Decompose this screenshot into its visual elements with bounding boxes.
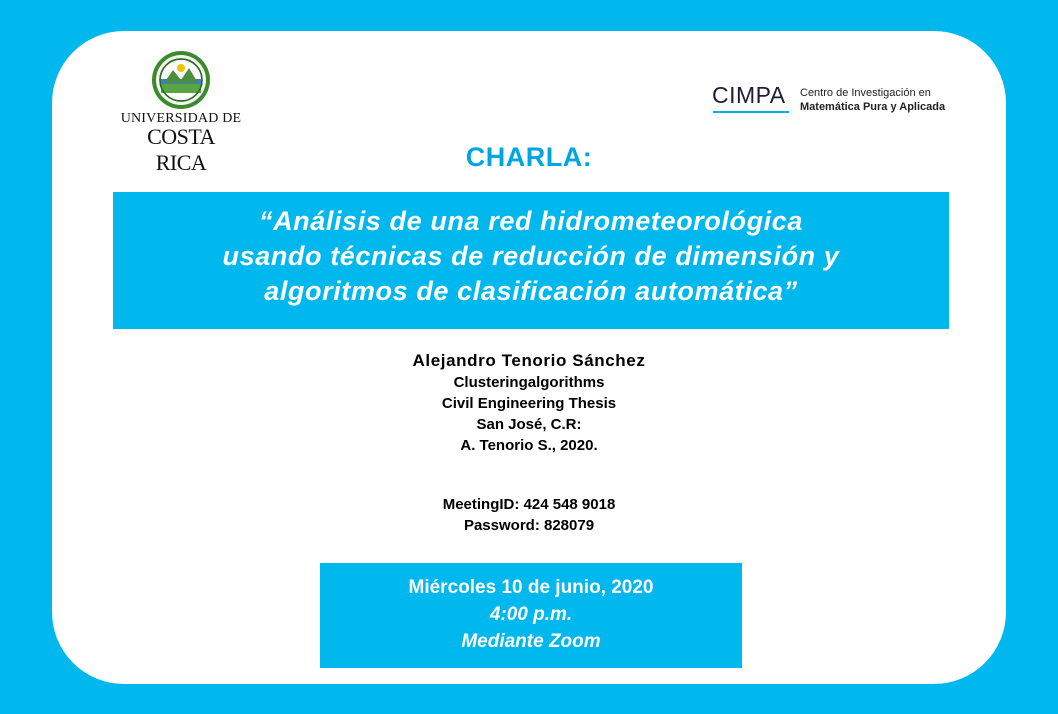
ucr-name-line1: UNIVERSIDAD DE bbox=[120, 111, 242, 126]
talk-title-line: “Análisis de una red hidrometeorológica bbox=[258, 206, 803, 236]
speaker-detail: Civil Engineering Thesis bbox=[441, 395, 617, 412]
talk-title-line: usando técnicas de reducción de dimensión y bbox=[222, 241, 840, 271]
cimpa-logo bbox=[712, 80, 962, 120]
talk-title-box bbox=[113, 192, 949, 329]
event-platform: Mediante Zoom bbox=[461, 631, 601, 652]
event-date: Miércoles 10 de junio, 2020 bbox=[408, 577, 654, 598]
speaker-detail: A. Tenorio S., 2020. bbox=[460, 437, 598, 454]
cimpa-underline bbox=[713, 111, 789, 113]
ucr-logo bbox=[120, 50, 242, 175]
event-time: 4:00 p.m. bbox=[489, 604, 573, 625]
ucr-name-line2: COSTA RICA bbox=[147, 124, 215, 175]
meeting-id: MeetingID: 424 548 9018 bbox=[442, 496, 616, 513]
cimpa-subtitle-line2: Matemática Pura y Aplicada bbox=[800, 101, 946, 113]
cimpa-subtitle-line1: Centro de Investigación en bbox=[800, 87, 931, 99]
speaker-detail: Clusteringalgorithms bbox=[453, 374, 605, 391]
heading: CHARLA: bbox=[465, 142, 593, 172]
speaker-detail: San José, C.R: bbox=[476, 416, 582, 433]
ucr-seal-icon bbox=[151, 50, 211, 110]
cimpa-name: CIMPA bbox=[712, 82, 786, 108]
meeting-password: Password: 828079 bbox=[463, 517, 595, 534]
event-info-box bbox=[320, 563, 742, 668]
talk-title-line: algoritmos de clasificación automática” bbox=[264, 276, 798, 306]
speaker-name: Alejandro Tenorio Sánchez bbox=[412, 351, 646, 370]
